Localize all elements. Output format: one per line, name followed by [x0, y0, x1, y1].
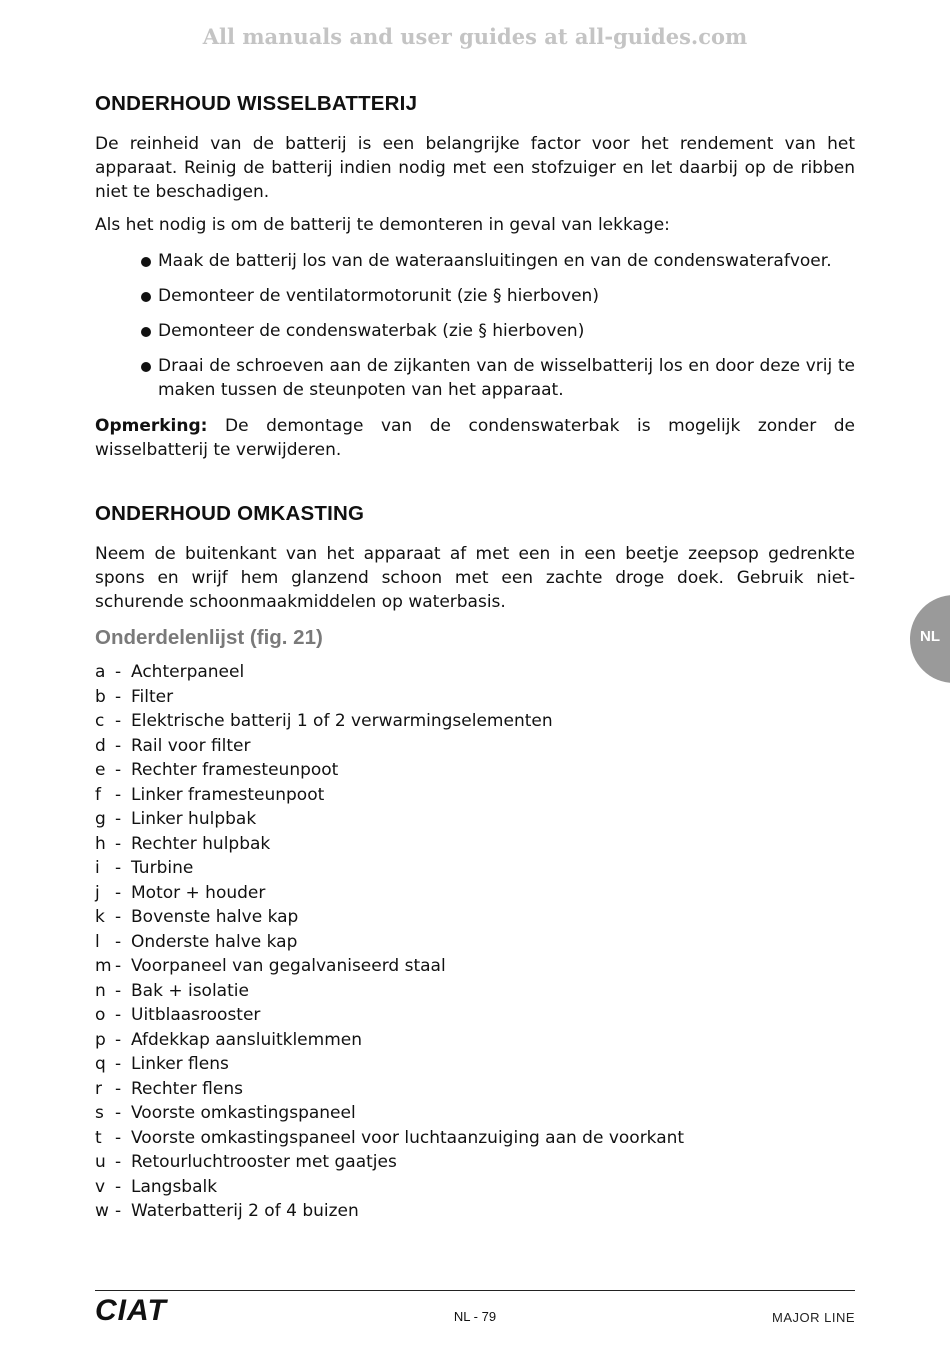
paragraph-casing-cleaning: Neem de buitenkant van het apparaat af met een in een beetje zeepsop gedrenkte spons en wrijf hem glanzend schoon met een zachte droge doek. Gebruik niet-schurende schoonmaakmiddelen op waterbasis.: [95, 544, 855, 612]
parts-list-item: [95, 1028, 855, 1053]
bullet-text: Maak de batterij los van de wateraansluitingen en van de condenswaterafvoer.: [158, 251, 832, 271]
part-label: Waterbatterij 2 of 4 buizen: [131, 1201, 359, 1221]
part-letter: r: [95, 1078, 102, 1099]
footer-divider: [95, 1290, 855, 1291]
part-label: Afdekkap aansluitklemmen: [131, 1029, 362, 1050]
parts-list-item: [95, 734, 855, 759]
parts-list-item: [95, 709, 855, 734]
part-letter: v: [95, 1176, 106, 1197]
note-paragraph: [95, 414, 855, 462]
part-dash: -: [115, 833, 122, 854]
parts-list-item: [95, 1150, 855, 1175]
part-dash: -: [115, 662, 122, 682]
part-letter: c: [95, 711, 105, 731]
part-letter: o: [95, 1005, 106, 1025]
parts-list-title: Onderdelenlijst (fig. 21): [95, 626, 323, 649]
parts-list-item: [95, 1077, 855, 1102]
bullet-item: [141, 284, 855, 308]
part-letter: k: [95, 907, 105, 927]
part-label: Retourluchtrooster met gaatjes: [131, 1152, 397, 1172]
parts-list-item: [95, 1126, 855, 1151]
part-letter: i: [95, 858, 100, 878]
part-dash: -: [115, 735, 122, 756]
part-label: Bak + isolatie: [131, 980, 249, 1001]
part-dash: -: [115, 882, 122, 903]
page-number: NL - 79: [453, 1309, 497, 1324]
parts-list-item: [95, 660, 855, 685]
part-dash: -: [115, 1103, 122, 1123]
part-letter: p: [95, 1029, 106, 1050]
part-label: Rechter framesteunpoot: [131, 760, 339, 780]
bullet-icon: [141, 327, 151, 337]
part-label: Turbine: [131, 858, 194, 878]
parts-list-item: [95, 1003, 855, 1028]
paragraph-battery-cleaning: De reinheid van de batterij is een belangrijke factor voor het rendement van het apparaat. Reinig de batterij indien nodig met een stofzuiger en let daarbij op de ribben niet te beschadigen.: [95, 134, 855, 202]
parts-list-item: [95, 685, 855, 710]
part-dash: -: [115, 686, 122, 707]
part-dash: -: [115, 809, 122, 829]
section-title-wisselbatterij: ONDERHOUD WISSELBATTERIJ: [95, 92, 418, 115]
part-dash: -: [115, 1029, 122, 1050]
part-letter: w: [95, 1201, 109, 1221]
part-dash: -: [115, 907, 122, 927]
part-label: Uitblaasrooster: [131, 1005, 261, 1025]
language-tab: [910, 595, 950, 683]
part-letter: n: [95, 980, 106, 1001]
part-label: Elektrische batterij 1 of 2 verwarmingselementen: [131, 711, 553, 731]
bullet-list-steps: [95, 249, 855, 402]
part-label: Linker framesteunpoot: [131, 784, 325, 805]
product-series: MAJOR LINE: [771, 1310, 855, 1325]
parts-list-item: [95, 783, 855, 808]
page-content: [95, 92, 855, 1224]
section-title-omkasting: ONDERHOUD OMKASTING: [95, 502, 365, 525]
bullet-text: Demonteer de condenswaterbak (zie § hierboven): [158, 321, 585, 341]
part-dash: -: [115, 1127, 122, 1148]
part-dash: -: [115, 711, 122, 731]
part-dash: -: [115, 1005, 122, 1025]
part-letter: d: [95, 735, 106, 756]
note-text: De demontage van de condenswaterbak is mogelijk zonder de wisselbatterij te verwijderen.: [95, 416, 855, 460]
part-label: Rechter flens: [131, 1078, 243, 1099]
bullet-item: [141, 354, 855, 402]
part-dash: -: [115, 1176, 122, 1197]
parts-list-item: [95, 1199, 855, 1224]
parts-list-item: [95, 1052, 855, 1077]
parts-list-item: [95, 1175, 855, 1200]
part-label: Filter: [131, 686, 174, 707]
part-letter: e: [95, 760, 106, 780]
part-letter: q: [95, 1054, 106, 1074]
part-letter: h: [95, 833, 106, 854]
part-dash: -: [115, 760, 122, 780]
part-label: Linker flens: [131, 1054, 229, 1074]
paragraph-leakage-intro: Als het nodig is om de batterij te demonteren in geval van lekkage:: [95, 215, 670, 235]
part-label: Voorste omkastingspaneel voor luchtaanzuiging aan de voorkant: [131, 1127, 685, 1148]
part-label: Motor + houder: [131, 882, 266, 903]
part-letter: b: [95, 686, 106, 707]
part-dash: -: [115, 1152, 122, 1172]
part-dash: -: [115, 1054, 122, 1074]
part-label: Voorste omkastingspaneel: [131, 1103, 356, 1123]
ciat-logo: CIAT: [95, 1294, 167, 1327]
part-letter: g: [95, 809, 106, 829]
parts-list-item: [95, 954, 855, 979]
part-label: Langsbalk: [131, 1176, 218, 1197]
part-dash: -: [115, 980, 122, 1001]
part-letter: m: [95, 956, 112, 976]
parts-list-item: [95, 979, 855, 1004]
part-dash: -: [115, 931, 122, 952]
part-dash: -: [115, 858, 122, 878]
part-letter: a: [95, 662, 106, 682]
watermark: All manuals and user guides at all-guides.com: [202, 24, 748, 49]
part-letter: u: [95, 1152, 106, 1172]
parts-list: [95, 660, 855, 1224]
part-dash: -: [115, 784, 122, 805]
parts-list-item: [95, 832, 855, 857]
bullet-text: Demonteer de ventilatormotorunit (zie § hierboven): [158, 286, 599, 306]
part-label: Rail voor filter: [131, 735, 251, 756]
parts-list-item: [95, 930, 855, 955]
part-label: Linker hulpbak: [131, 809, 257, 829]
part-label: Bovenste halve kap: [131, 907, 299, 927]
part-dash: -: [115, 956, 122, 976]
bullet-icon: [141, 362, 151, 372]
part-label: Achterpaneel: [131, 662, 245, 682]
part-letter: l: [95, 931, 100, 952]
part-letter: s: [95, 1103, 104, 1123]
part-dash: -: [115, 1201, 122, 1221]
bullet-item: [141, 249, 855, 273]
parts-list-item: [95, 856, 855, 881]
bullet-icon: [141, 292, 151, 302]
part-letter: j: [95, 882, 100, 903]
parts-list-item: [95, 807, 855, 832]
bullet-text: Draai de schroeven aan de zijkanten van de wisselbatterij los en door deze vrij te maken tussen de steunpoten van het apparaat.: [158, 356, 855, 400]
bullet-icon: [141, 257, 151, 267]
part-label: Onderste halve kap: [131, 931, 298, 952]
bullet-item: [141, 319, 855, 343]
parts-list-item: [95, 905, 855, 930]
part-label: Voorpaneel van gegalvaniseerd staal: [131, 956, 446, 976]
note-label: Opmerking:: [95, 416, 208, 436]
parts-list-item: [95, 881, 855, 906]
part-letter: f: [95, 784, 101, 805]
parts-list-item: [95, 758, 855, 783]
language-tab-label: NL: [920, 628, 940, 645]
part-dash: -: [115, 1078, 122, 1099]
parts-list-item: [95, 1101, 855, 1126]
part-letter: t: [95, 1127, 102, 1148]
part-label: Rechter hulpbak: [131, 833, 271, 854]
